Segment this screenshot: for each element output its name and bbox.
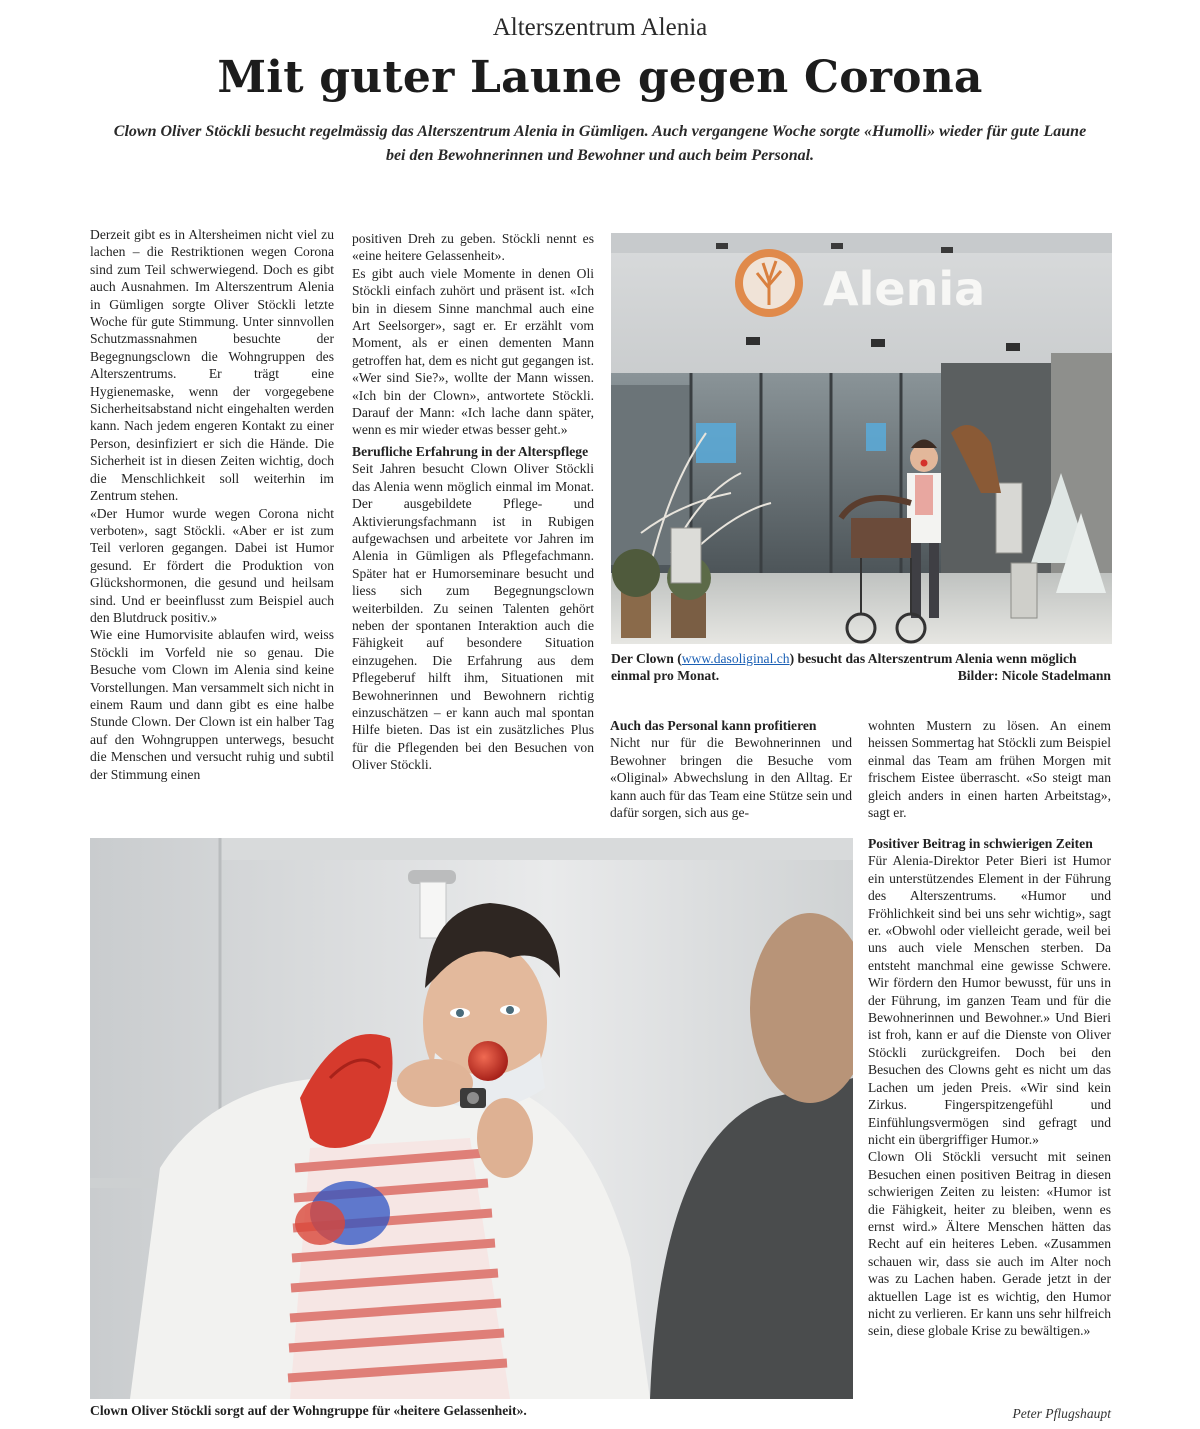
subheading: Auch das Personal kann profitieren [610, 718, 817, 733]
paragraph: Clown Oli Stöckli versucht mit seinen Besuchen einen positiven Beitrag in diesen schwierigen Zeiten zu leisten: «Humor ist die Fähigkeit, heiter zu bleiben, wenn es ernst wird.» Ältere Menschen hätten das Recht auf ein heiteres Leben. «Zusammen schauen wir, dass sie auch im Alter noch was zu Lachen haben. Gerade jetzt in der aktuellen Lage ist es wichtig, den Humor nicht zu verlieren. Er kann uns sehr hilfreich sein, diese globale Krise zu bewältigen.» [868, 1149, 1111, 1339]
photo-alenia-entrance [611, 233, 1112, 644]
column-5 [868, 835, 1111, 1340]
author: Peter Pflugshaupt [1012, 1406, 1111, 1421]
photo-clown-closeup [90, 838, 853, 1399]
subheading: Positiver Beitrag in schwierigen Zeiten [868, 836, 1093, 851]
paragraph: Wie eine Humorvisite ablaufen wird, weiss Stöckli im Vorfeld nie so genau. Die Besuche vom Clown im Alenia sind keine Vorstellungen. Man versammelt sich nicht in einem Raum und dann gibt es eine halbe Stunde Clown. Der Clown ist ein halber Tag auf den Wohngruppen unterwegs, besucht die Menschen und versucht ruhig und subtil der Stimmung einen [90, 627, 334, 782]
column-2 [352, 230, 594, 774]
column-1 [90, 226, 334, 783]
headline: Mit guter Laune gegen Corona [217, 52, 983, 103]
column-3 [610, 717, 852, 821]
paragraph: Für Alenia-Direktor Peter Bieri ist Humor ein unterstützendes Element in der Führung des Alterszentrums. «Humor und Fröhlichkeit sind bei uns sehr wichtig», sagt er. «Obwohl oder vielleicht gerade, weil bei uns auch viele Menschen sterben. Da entsteht manchmal eine gewisse Schwere. Wir fördern den Humor bewusst, für uns in der Führung, im ganzen Team und für die Bewohnerinnen und Bewohner.» Und Bieri ist froh, kann er auf die Dienste von Oliver Stöckli zurückgreifen. Doch bei den Besuchen des Clowns geht es nicht um das Lachen um jeden Preis. «Wir sind kein Zirkus. Fingerspitzengefühl und Einfühlungsvermögen sind gefragt und nicht ein übergriffiger Humor.» [868, 853, 1111, 1147]
alenia-sign: Alenia [823, 262, 986, 316]
caption-photo-1 [611, 650, 1111, 685]
caption-text: Der Clown ( [611, 651, 682, 666]
paragraph: wohnten Mustern zu lösen. An einem heissen Sommertag hat Stöckli zum Beispiel einmal das Team am frühen Morgen mit frischem Eistee überrascht. «So steigt man gleich anders in einen harten Arbeitstag», sagt er. [868, 718, 1111, 821]
paragraph: «Der Humor wurde wegen Corona nicht verboten», sagt Stöckli. «Aber er ist zum Teil verloren gegangen. Dabei ist Humor gesund. Er fördert die Produktion von Glückshormonen, die gesund und heilsam sind. Und er beeinflusst zum Beispiel auch den Blutdruck positiv.» [90, 505, 334, 625]
clown-illustration [90, 838, 853, 1399]
photo-credit: Bilder: Nicole Stadelmann [957, 668, 1111, 684]
paragraph: Nicht nur für die Bewohnerinnen und Bewohner bringen die Besuche vom «Oliginal» Abwechslung in den Alltag. Er kann auch für das Team eine Stütze sein und dafür sorgen, sich aus ge- [610, 735, 852, 821]
caption-text: ) besucht das Alterszentrum Alenia wenn möglich einmal pro Monat. [611, 651, 1077, 684]
kicker: Alterszentrum Alenia [492, 14, 708, 41]
column-4 [868, 717, 1111, 821]
paragraph: Derzeit gibt es in Altersheimen nicht viel zu lachen – die Restriktionen wegen Corona sind zum Teil schwerwiegend. Doch es gibt auch Ausnahmen. Im Alterszentrum Alenia in Gümligen sorgte Oliver Stöckli letzte Woche für gute Stimmung. Unter sinnvollen Schutzmassnahmen besuchte der Begegnungsclown die Wohngruppen des Alterszentrums. Er trägt eine Hygienemaske, wenn der vorgegebene Sicherheitsabstand nicht eingehalten werden kann. Nach jedem engeren Kontakt zu einer Person, desinfiziert er sich die Hände. Die Sicherheit ist in diesen Zeiten wichtig, doch die Menschlichkeit soll weiterhin im Zentrum stehen. [90, 227, 334, 504]
paragraph: positiven Dreh zu geben. Stöckli nennt es «eine heitere Gelassenheit». [352, 231, 594, 264]
paragraph: Es gibt auch viele Momente in denen Oli Stöckli einfach zuhört und präsent ist. «Ich bin in diesem Sinne manchmal auch eine Art Seelsorger», sagt er. Er erzählt vom Moment, als er einen dementen Mann getroffen hat, dem es nicht gut gegangen ist. «Wer sind Sie?», wollte der Mann wissen. «Ich bin der Clown», antwortete Stöckli. Darauf der Mann: «Ich lache dann später, wenn es mir wieder etwas besser geht.» [352, 265, 594, 438]
paragraph: Seit Jahren besucht Clown Oliver Stöckli das Alenia wenn möglich einmal im Monat. Der ausgebildete Pflege- und Aktivierungsfachmann ist in Rubigen aufgewachsen und arbeitete vor Jahren im Alenia in Gümligen als Pflegefachmann. Später hat er Humorseminare besucht und liess sich zum Begegnungsclown weiterbilden. Zu seinen Talenten gehört neben der spontanen Interaktion auch die Fähigkeit auf besondere Situation einzugehen. Die Erfahrung aus dem Pflegeberuf hilft ihm, Situationen mit Bewohnerinnen und Bewohnern richtig einzuschätzen – er kann auch mal spontan Hilfe bieten. Das ist ein zusätzliches Plus für die Pflegenden bei den Besuchen von Oliver Stöckli. [352, 461, 594, 773]
lead-paragraph: Clown Oliver Stöckli besucht regelmässig das Alterszentrum Alenia in Gümligen. Auch vergangene Woche sorgte «Humolli» wieder für gute Laune bei den Bewohnerinnen und Bewohner und auch beim Personal. [113, 123, 1087, 164]
entrance-illustration [611, 233, 1112, 644]
subheading: Berufliche Erfahrung in der Alterspflege [352, 443, 589, 459]
website-link[interactable]: www.dasoliginal.ch [681, 651, 790, 666]
caption-photo-2: Clown Oliver Stöckli sorgt auf der Wohngruppe für «heitere Gelassenheit». [90, 1403, 527, 1418]
